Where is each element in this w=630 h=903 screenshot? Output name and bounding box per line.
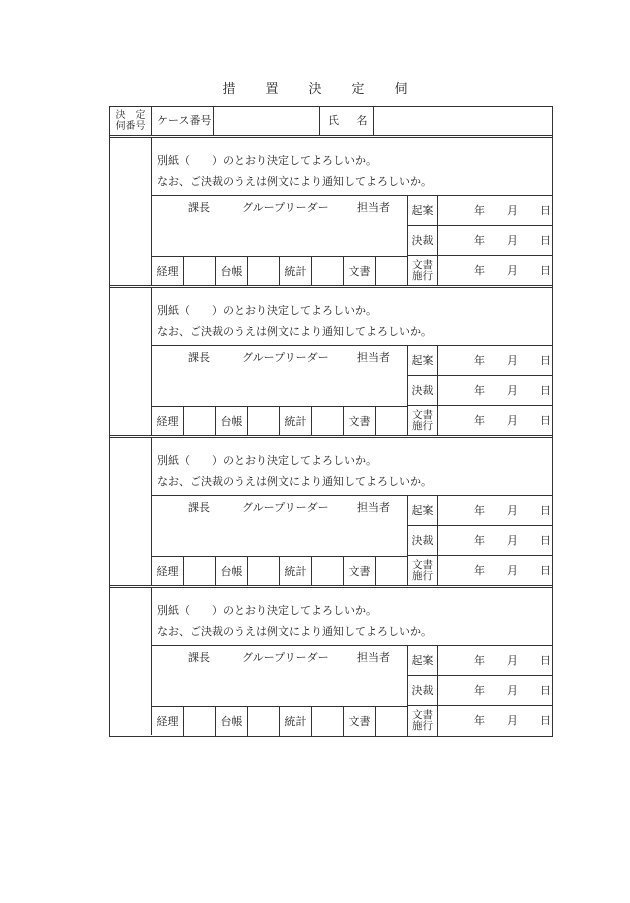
label-part: 文書 — [412, 559, 433, 571]
department-stamp-cell[interactable] — [184, 407, 216, 436]
role-label: 担当者 — [357, 201, 390, 214]
section-side-cell[interactable] — [110, 438, 152, 585]
date-row[interactable] — [408, 406, 552, 436]
date-row-label — [408, 406, 438, 436]
date-row-label — [408, 256, 438, 286]
department-label: 統計 — [280, 257, 312, 286]
department-label: 文書 — [344, 257, 376, 286]
year-unit: 年 — [474, 234, 485, 247]
department-stamp-cell[interactable] — [248, 707, 280, 736]
year-unit: 年 — [474, 354, 485, 367]
approval-grid — [152, 195, 552, 286]
department-label: 文書 — [344, 407, 376, 436]
decision-section — [110, 288, 552, 438]
decision-section — [110, 138, 552, 288]
role-label: 担当者 — [357, 351, 390, 364]
department-stamp-cell[interactable] — [312, 257, 344, 286]
form-header — [110, 107, 552, 138]
date-row[interactable] — [408, 676, 552, 706]
day-unit: 日 — [540, 534, 551, 547]
department-label: 台帳 — [216, 707, 248, 736]
department-label: 台帳 — [216, 407, 248, 436]
date-row[interactable] — [408, 196, 552, 226]
section-side-cell[interactable] — [110, 138, 152, 285]
label-part: 文書 — [412, 409, 433, 421]
role-label: 担当者 — [357, 651, 390, 664]
day-unit: 日 — [540, 234, 551, 247]
department-label: 経理 — [152, 407, 184, 436]
date-row[interactable] — [408, 556, 552, 586]
label-part: 文書 — [412, 259, 433, 271]
decision-section — [110, 588, 552, 735]
department-label: 経理 — [152, 707, 184, 736]
label-kettei: 決 定 — [115, 110, 146, 121]
month-unit: 月 — [507, 564, 518, 577]
notification-statement: なお、ご決裁のうえは例文により通知してよろしいか。 — [157, 175, 432, 188]
department-stamp-cell[interactable] — [312, 407, 344, 436]
department-label: 経理 — [152, 257, 184, 286]
date-row-label: 起案 — [408, 346, 438, 376]
department-stamp-cell[interactable] — [184, 257, 216, 286]
date-row-label: 起案 — [408, 646, 438, 676]
page-title: 措置決定伺 — [222, 82, 438, 97]
department-label: 台帳 — [216, 557, 248, 586]
year-unit: 年 — [474, 714, 485, 727]
year-unit: 年 — [474, 414, 485, 427]
day-unit: 日 — [540, 654, 551, 667]
department-stamp-cell[interactable] — [376, 707, 408, 736]
case-number-field[interactable] — [214, 107, 320, 135]
decision-statement: 別紙（ ）のとおり決定してよろしいか。 — [157, 454, 377, 467]
month-unit: 月 — [507, 354, 518, 367]
date-row[interactable] — [408, 706, 552, 736]
role-label: 課長 — [188, 651, 210, 664]
day-unit: 日 — [540, 384, 551, 397]
date-row-label — [408, 706, 438, 736]
decision-statement: 別紙（ ）のとおり決定してよろしいか。 — [157, 604, 377, 617]
department-stamp-cell[interactable] — [376, 557, 408, 586]
role-label: 課長 — [188, 501, 210, 514]
department-stamp-cell[interactable] — [312, 557, 344, 586]
department-label: 統計 — [280, 557, 312, 586]
date-row[interactable] — [408, 526, 552, 556]
date-row-label: 決裁 — [408, 676, 438, 706]
role-label: グループリーダー — [242, 651, 329, 664]
date-stamps — [408, 646, 552, 736]
date-row[interactable] — [408, 376, 552, 406]
day-unit: 日 — [540, 354, 551, 367]
department-label: 統計 — [280, 407, 312, 436]
notification-statement: なお、ご決裁のうえは例文により通知してよろしいか。 — [157, 625, 432, 638]
department-row — [152, 706, 408, 736]
month-unit: 月 — [507, 714, 518, 727]
department-stamp-cell[interactable] — [376, 257, 408, 286]
month-unit: 月 — [507, 384, 518, 397]
department-row — [152, 406, 408, 436]
department-stamp-cell[interactable] — [248, 257, 280, 286]
month-unit: 月 — [507, 414, 518, 427]
label-part: 文書 — [412, 709, 433, 721]
date-row-label: 決裁 — [408, 526, 438, 556]
month-unit: 月 — [507, 534, 518, 547]
department-label: 文書 — [344, 707, 376, 736]
notification-statement: なお、ご決裁のうえは例文により通知してよろしいか。 — [157, 325, 432, 338]
name-label: 氏 名 — [320, 107, 374, 135]
role-label: 担当者 — [357, 501, 390, 514]
decision-section — [110, 438, 552, 588]
date-row-label — [408, 556, 438, 586]
decision-statement: 別紙（ ）のとおり決定してよろしいか。 — [157, 154, 377, 167]
label-part: 施行 — [412, 720, 433, 732]
notification-statement: なお、ご決裁のうえは例文により通知してよろしいか。 — [157, 475, 432, 488]
month-unit: 月 — [507, 204, 518, 217]
approval-grid — [152, 495, 552, 586]
month-unit: 月 — [507, 264, 518, 277]
day-unit: 日 — [540, 564, 551, 577]
role-label: グループリーダー — [242, 351, 329, 364]
date-row-label: 決裁 — [408, 376, 438, 406]
case-number-label: ケース番号 — [152, 107, 214, 135]
label-ukagai: 伺番号 — [115, 121, 146, 132]
day-unit: 日 — [540, 204, 551, 217]
decision-statement: 別紙（ ）のとおり決定してよろしいか。 — [157, 304, 377, 317]
day-unit: 日 — [540, 504, 551, 517]
day-unit: 日 — [540, 684, 551, 697]
label-part: 施行 — [412, 270, 433, 282]
year-unit: 年 — [474, 384, 485, 397]
day-unit: 日 — [540, 714, 551, 727]
day-unit: 日 — [540, 414, 551, 427]
date-row[interactable] — [408, 646, 552, 676]
section-side-cell[interactable] — [110, 288, 152, 435]
department-row — [152, 256, 408, 286]
role-label: 課長 — [188, 351, 210, 364]
decision-number-label — [110, 107, 152, 135]
department-stamp-cell[interactable] — [248, 407, 280, 436]
approval-roles[interactable] — [152, 196, 408, 256]
department-row — [152, 556, 408, 586]
approval-roles[interactable] — [152, 646, 408, 706]
department-label: 経理 — [152, 557, 184, 586]
year-unit: 年 — [474, 204, 485, 217]
date-stamps — [408, 496, 552, 586]
date-row[interactable] — [408, 256, 552, 286]
role-label: グループリーダー — [242, 501, 329, 514]
name-field[interactable] — [374, 107, 552, 135]
date-row-label: 決裁 — [408, 226, 438, 256]
label-part: 施行 — [412, 420, 433, 432]
approval-roles[interactable] — [152, 346, 408, 406]
year-unit: 年 — [474, 504, 485, 517]
month-unit: 月 — [507, 234, 518, 247]
year-unit: 年 — [474, 264, 485, 277]
month-unit: 月 — [507, 684, 518, 697]
department-label: 文書 — [344, 557, 376, 586]
department-label: 台帳 — [216, 257, 248, 286]
role-label: 課長 — [188, 201, 210, 214]
month-unit: 月 — [507, 654, 518, 667]
date-row[interactable] — [408, 496, 552, 526]
approval-grid — [152, 345, 552, 436]
date-stamps — [408, 196, 552, 286]
date-row-label: 起案 — [408, 196, 438, 226]
date-stamps — [408, 346, 552, 436]
approval-grid — [152, 645, 552, 736]
department-stamp-cell[interactable] — [184, 707, 216, 736]
day-unit: 日 — [540, 264, 551, 277]
decision-form — [109, 106, 553, 737]
section-side-cell[interactable] — [110, 588, 152, 735]
year-unit: 年 — [474, 564, 485, 577]
date-row-label: 起案 — [408, 496, 438, 526]
department-stamp-cell[interactable] — [376, 407, 408, 436]
date-row[interactable] — [408, 346, 552, 376]
department-stamp-cell[interactable] — [184, 557, 216, 586]
approval-roles[interactable] — [152, 496, 408, 556]
label-part: 施行 — [412, 570, 433, 582]
year-unit: 年 — [474, 684, 485, 697]
year-unit: 年 — [474, 534, 485, 547]
year-unit: 年 — [474, 654, 485, 667]
month-unit: 月 — [507, 504, 518, 517]
date-row[interactable] — [408, 226, 552, 256]
department-label: 統計 — [280, 707, 312, 736]
department-stamp-cell[interactable] — [312, 707, 344, 736]
role-label: グループリーダー — [242, 201, 329, 214]
department-stamp-cell[interactable] — [248, 557, 280, 586]
